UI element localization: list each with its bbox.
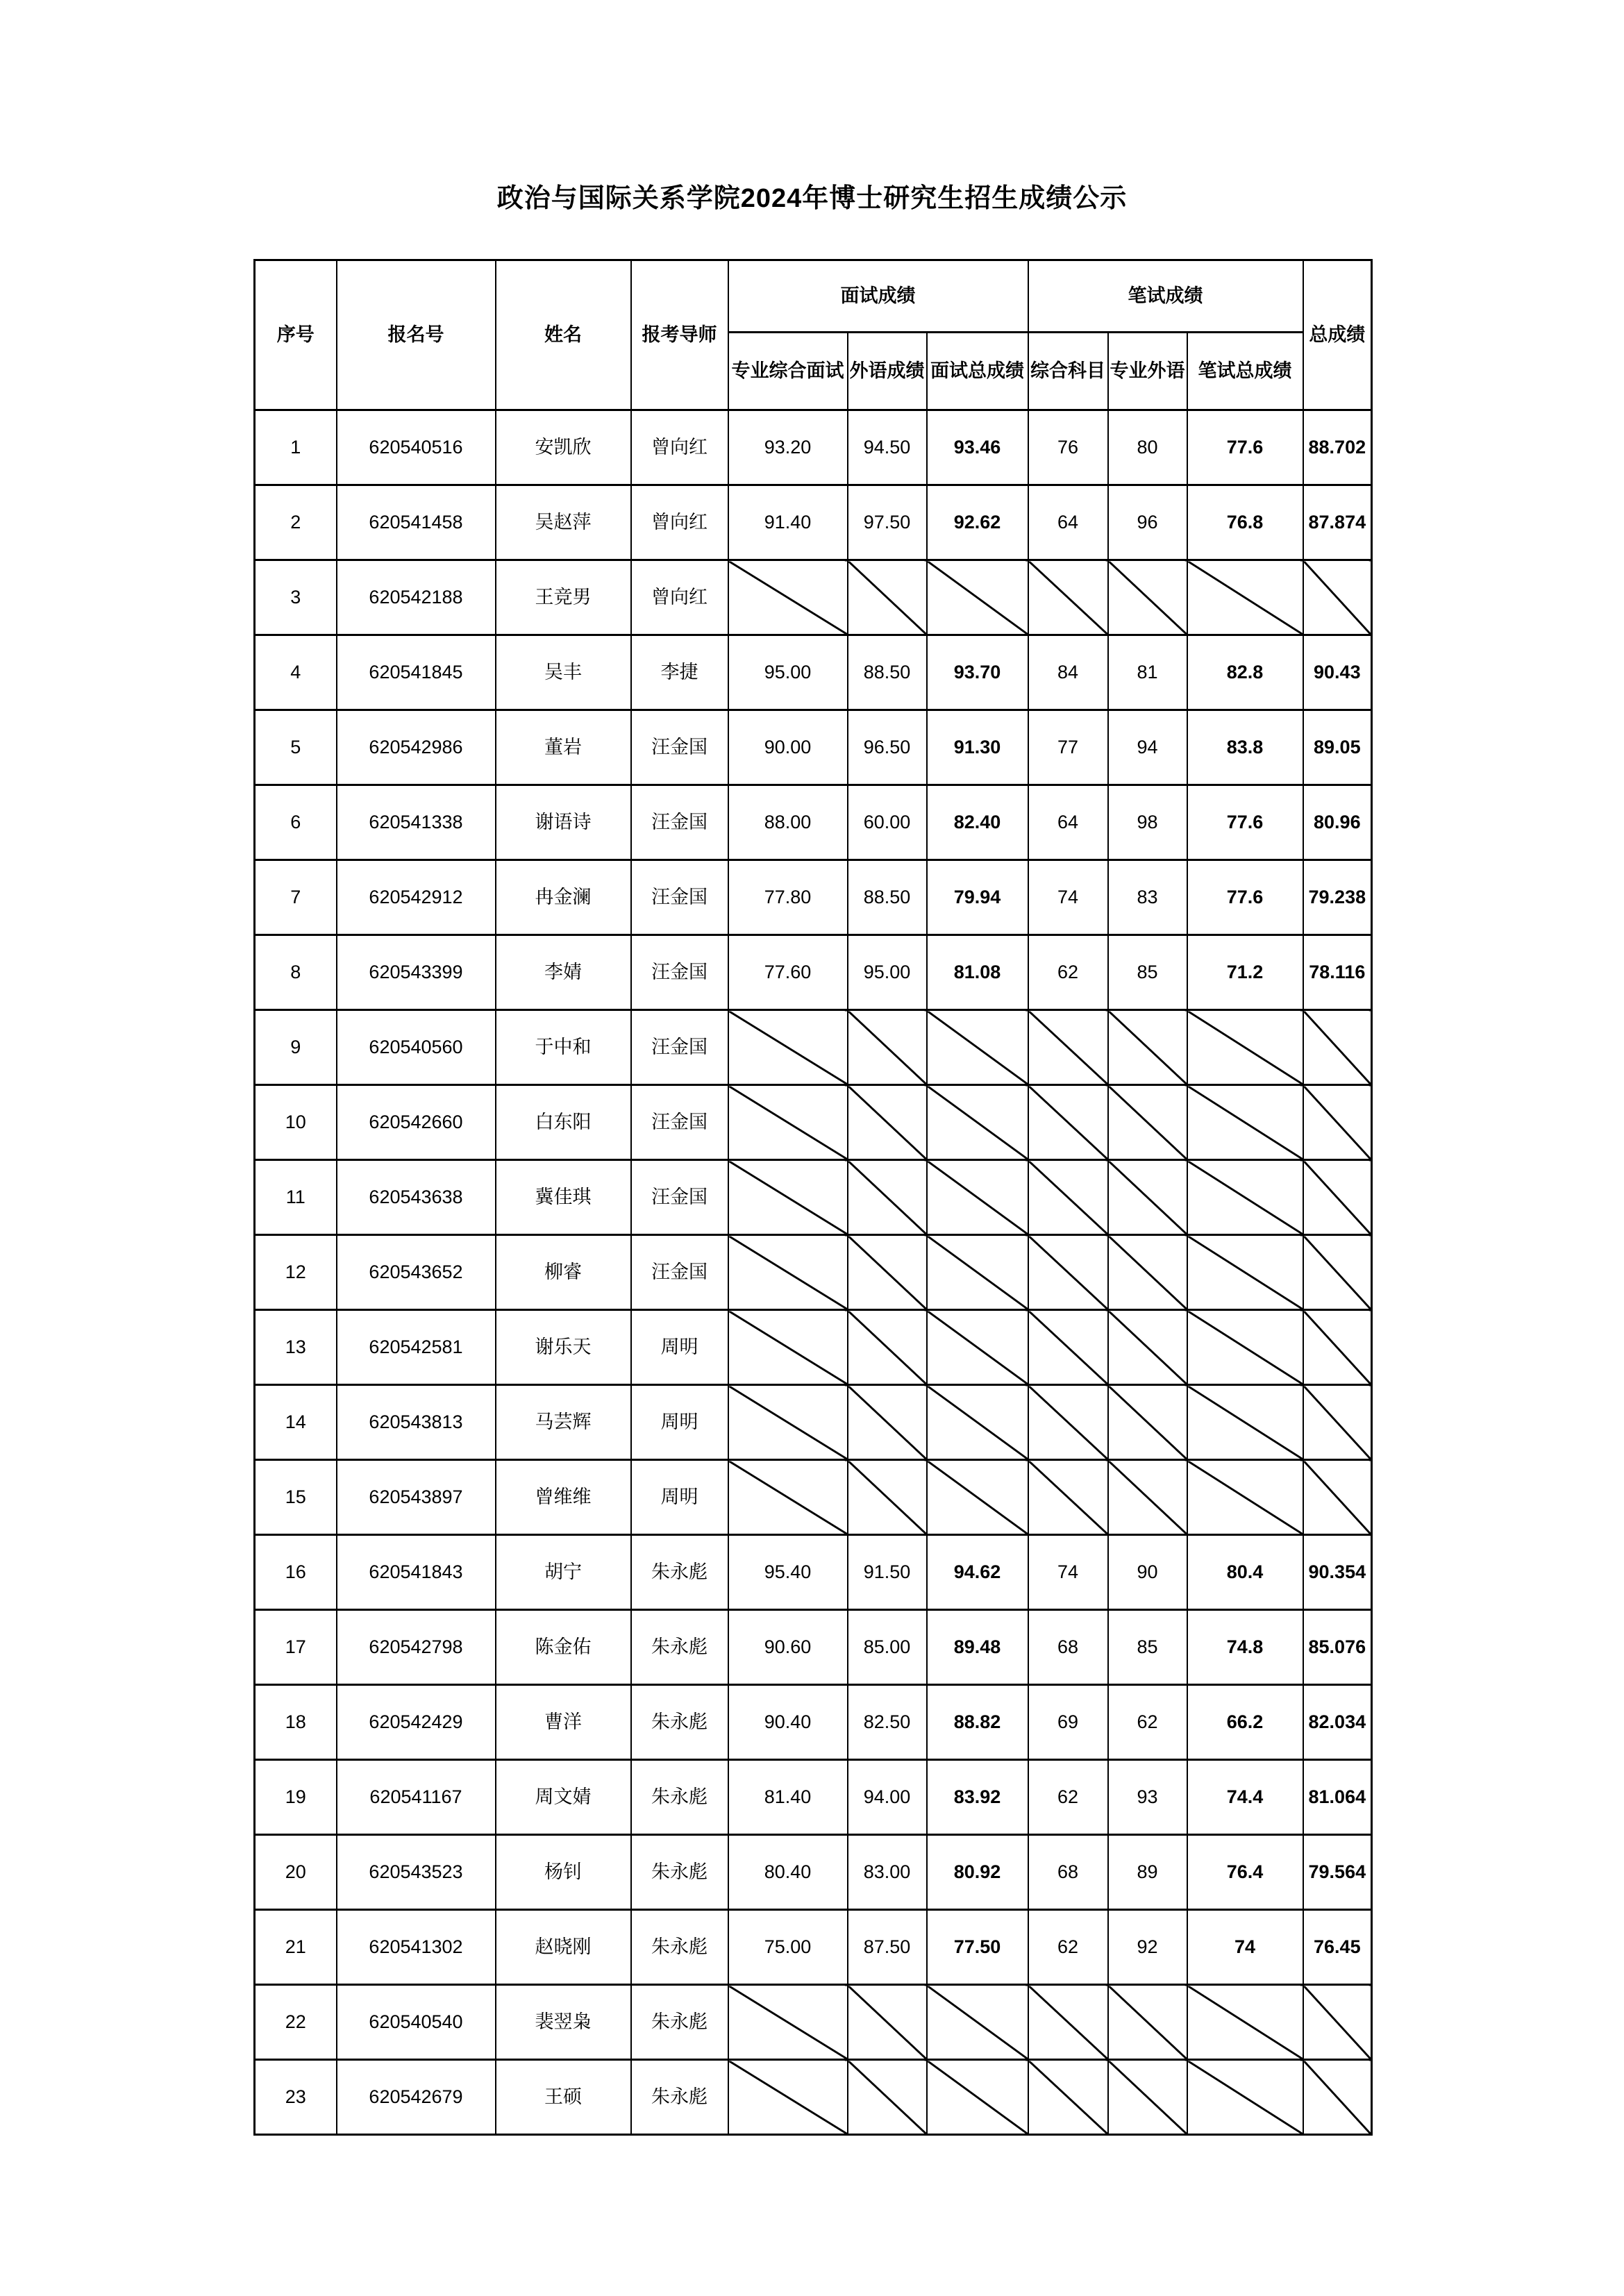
cell-written-total [1187, 1085, 1303, 1160]
header-total: 总成绩 [1303, 260, 1372, 410]
cell-interview-lang: 91.50 [848, 1535, 927, 1610]
cell-interview-prof [728, 1310, 848, 1385]
header-group-row [255, 260, 1372, 333]
cell-reg-no: 620540516 [337, 410, 496, 485]
cell-interview-lang: 88.50 [848, 635, 927, 710]
cell-interview-prof: 88.00 [728, 785, 848, 860]
cell-reg-no: 620541843 [337, 1535, 496, 1610]
cell-interview-lang [848, 1460, 927, 1535]
cell-total: 88.702 [1303, 410, 1372, 485]
cell-written-lang: 94 [1108, 710, 1187, 785]
cell-reg-no: 620541845 [337, 635, 496, 710]
cell-name: 裴翌枭 [496, 1985, 631, 2060]
cell-interview-lang: 97.50 [848, 485, 927, 560]
cell-total [1303, 1085, 1372, 1160]
cell-written-comp [1028, 1235, 1108, 1310]
cell-written-comp: 64 [1028, 485, 1108, 560]
header-name: 姓名 [496, 260, 631, 410]
cell-interview-total: 81.08 [927, 935, 1028, 1010]
cell-written-comp [1028, 1310, 1108, 1385]
cell-reg-no: 620542660 [337, 1085, 496, 1160]
cell-interview-prof: 77.80 [728, 860, 848, 935]
table-row [255, 1310, 1372, 1385]
table-row [255, 1685, 1372, 1760]
cell-name: 杨钊 [496, 1835, 631, 1910]
cell-interview-prof: 93.20 [728, 410, 848, 485]
cell-supervisor: 周明 [631, 1460, 728, 1535]
cell-interview-lang: 60.00 [848, 785, 927, 860]
cell-written-total: 74 [1187, 1910, 1303, 1985]
cell-index: 9 [255, 1010, 337, 1085]
cell-supervisor: 汪金国 [631, 860, 728, 935]
cell-interview-total: 77.50 [927, 1910, 1028, 1985]
cell-supervisor: 曾向红 [631, 560, 728, 635]
cell-written-comp [1028, 2060, 1108, 2135]
cell-reg-no: 620542798 [337, 1610, 496, 1685]
cell-total: 78.116 [1303, 935, 1372, 1010]
cell-written-comp [1028, 1085, 1108, 1160]
cell-written-lang [1108, 2060, 1187, 2135]
cell-written-total [1187, 2060, 1303, 2135]
cell-written-total: 71.2 [1187, 935, 1303, 1010]
cell-interview-total: 88.82 [927, 1685, 1028, 1760]
cell-reg-no: 620543652 [337, 1235, 496, 1310]
cell-interview-prof: 90.60 [728, 1610, 848, 1685]
cell-index: 22 [255, 1985, 337, 2060]
cell-index: 19 [255, 1760, 337, 1835]
cell-supervisor: 朱永彪 [631, 1535, 728, 1610]
cell-name: 马芸辉 [496, 1385, 631, 1460]
cell-interview-total: 91.30 [927, 710, 1028, 785]
cell-written-total: 74.4 [1187, 1760, 1303, 1835]
cell-name: 赵晓刚 [496, 1910, 631, 1985]
cell-reg-no: 620541302 [337, 1910, 496, 1985]
cell-written-lang [1108, 1985, 1187, 2060]
cell-reg-no: 620543638 [337, 1160, 496, 1235]
cell-index: 16 [255, 1535, 337, 1610]
cell-name: 冀佳琪 [496, 1160, 631, 1235]
cell-written-lang [1108, 1010, 1187, 1085]
cell-interview-lang [848, 1085, 927, 1160]
cell-written-total [1187, 1160, 1303, 1235]
table-row [255, 1010, 1372, 1085]
cell-name: 陈金佑 [496, 1610, 631, 1685]
cell-written-total [1187, 1985, 1303, 2060]
header-reg-no: 报名号 [337, 260, 496, 410]
cell-interview-prof [728, 1085, 848, 1160]
table-row [255, 1235, 1372, 1310]
cell-written-lang [1108, 1460, 1187, 1535]
cell-supervisor: 朱永彪 [631, 1760, 728, 1835]
cell-written-comp: 62 [1028, 1910, 1108, 1985]
table-row [255, 1760, 1372, 1835]
cell-supervisor: 李捷 [631, 635, 728, 710]
cell-interview-total: 93.46 [927, 410, 1028, 485]
cell-supervisor: 朱永彪 [631, 1985, 728, 2060]
cell-interview-total [927, 1985, 1028, 2060]
cell-written-lang [1108, 1310, 1187, 1385]
cell-interview-prof: 90.00 [728, 710, 848, 785]
cell-name: 吴赵萍 [496, 485, 631, 560]
cell-written-lang: 92 [1108, 1910, 1187, 1985]
cell-written-comp: 68 [1028, 1610, 1108, 1685]
cell-interview-lang [848, 1985, 927, 2060]
cell-interview-total: 82.40 [927, 785, 1028, 860]
cell-supervisor: 曾向红 [631, 485, 728, 560]
cell-written-total: 76.4 [1187, 1835, 1303, 1910]
cell-interview-prof: 90.40 [728, 1685, 848, 1760]
cell-written-comp [1028, 1985, 1108, 2060]
header-written-comp: 综合科目 [1028, 333, 1108, 410]
cell-interview-total: 80.92 [927, 1835, 1028, 1910]
cell-supervisor: 朱永彪 [631, 1910, 728, 1985]
cell-total: 85.076 [1303, 1610, 1372, 1685]
cell-interview-lang: 85.00 [848, 1610, 927, 1685]
header-interview-total: 面试总成绩 [927, 333, 1028, 410]
cell-index: 4 [255, 635, 337, 710]
cell-reg-no: 620542986 [337, 710, 496, 785]
header-interview-prof: 专业综合面试 [728, 333, 848, 410]
cell-interview-prof: 81.40 [728, 1760, 848, 1835]
cell-interview-total: 94.62 [927, 1535, 1028, 1610]
cell-total: 79.238 [1303, 860, 1372, 935]
cell-interview-lang [848, 560, 927, 635]
table-row [255, 1385, 1372, 1460]
header-interview-group: 面试成绩 [728, 260, 1028, 333]
cell-supervisor: 朱永彪 [631, 1610, 728, 1685]
cell-interview-prof [728, 1460, 848, 1535]
cell-interview-total [927, 560, 1028, 635]
cell-name: 李婧 [496, 935, 631, 1010]
cell-interview-lang [848, 2060, 927, 2135]
cell-reg-no: 620540560 [337, 1010, 496, 1085]
cell-written-comp: 77 [1028, 710, 1108, 785]
cell-name: 吴丰 [496, 635, 631, 710]
cell-interview-lang [848, 1310, 927, 1385]
cell-total: 81.064 [1303, 1760, 1372, 1835]
table-row [255, 935, 1372, 1010]
cell-written-total: 83.8 [1187, 710, 1303, 785]
table-row [255, 485, 1372, 560]
cell-name: 曹洋 [496, 1685, 631, 1760]
cell-interview-lang [848, 1235, 927, 1310]
cell-interview-prof [728, 1160, 848, 1235]
cell-total: 89.05 [1303, 710, 1372, 785]
cell-written-lang: 89 [1108, 1835, 1187, 1910]
cell-interview-prof: 80.40 [728, 1835, 848, 1910]
cell-index: 8 [255, 935, 337, 1010]
cell-index: 7 [255, 860, 337, 935]
cell-name: 谢语诗 [496, 785, 631, 860]
table-row [255, 1535, 1372, 1610]
page-title: 政治与国际关系学院2024年博士研究生招生成绩公示 [496, 184, 1128, 213]
cell-interview-prof [728, 1385, 848, 1460]
cell-interview-total [927, 1385, 1028, 1460]
table-row [255, 635, 1372, 710]
cell-reg-no: 620543399 [337, 935, 496, 1010]
table-row [255, 1160, 1372, 1235]
header-interview-lang: 外语成绩 [848, 333, 927, 410]
cell-interview-total [927, 1235, 1028, 1310]
cell-written-lang: 85 [1108, 935, 1187, 1010]
cell-written-total [1187, 1310, 1303, 1385]
table-header [255, 260, 1372, 410]
cell-interview-prof [728, 560, 848, 635]
cell-index: 18 [255, 1685, 337, 1760]
table-row [255, 1910, 1372, 1985]
cell-total: 87.874 [1303, 485, 1372, 560]
cell-total [1303, 1310, 1372, 1385]
table-row [255, 710, 1372, 785]
cell-interview-total [927, 1010, 1028, 1085]
cell-written-lang: 93 [1108, 1760, 1187, 1835]
cell-index: 2 [255, 485, 337, 560]
cell-reg-no: 620541167 [337, 1760, 496, 1835]
cell-interview-lang: 96.50 [848, 710, 927, 785]
cell-written-lang [1108, 560, 1187, 635]
cell-total: 82.034 [1303, 1685, 1372, 1760]
cell-written-comp: 68 [1028, 1835, 1108, 1910]
cell-supervisor: 周明 [631, 1310, 728, 1385]
table-row [255, 785, 1372, 860]
cell-total: 90.354 [1303, 1535, 1372, 1610]
cell-written-lang: 81 [1108, 635, 1187, 710]
cell-interview-total [927, 1085, 1028, 1160]
cell-interview-prof: 75.00 [728, 1910, 848, 1985]
cell-index: 17 [255, 1610, 337, 1685]
cell-name: 周文婧 [496, 1760, 631, 1835]
cell-reg-no: 620542581 [337, 1310, 496, 1385]
cell-total: 76.45 [1303, 1910, 1372, 1985]
cell-written-lang: 98 [1108, 785, 1187, 860]
cell-interview-lang: 95.00 [848, 935, 927, 1010]
cell-written-total [1187, 560, 1303, 635]
cell-total [1303, 2060, 1372, 2135]
cell-name: 白东阳 [496, 1085, 631, 1160]
cell-written-comp [1028, 1460, 1108, 1535]
cell-written-lang: 83 [1108, 860, 1187, 935]
cell-index: 13 [255, 1310, 337, 1385]
table-row [255, 2060, 1372, 2135]
table-row [255, 1460, 1372, 1535]
cell-written-lang [1108, 1160, 1187, 1235]
cell-written-lang [1108, 1235, 1187, 1310]
cell-total: 90.43 [1303, 635, 1372, 710]
cell-reg-no: 620543523 [337, 1835, 496, 1910]
cell-interview-lang: 82.50 [848, 1685, 927, 1760]
cell-written-comp: 62 [1028, 935, 1108, 1010]
header-written-lang: 专业外语 [1108, 333, 1187, 410]
cell-interview-prof [728, 1010, 848, 1085]
cell-written-comp: 74 [1028, 860, 1108, 935]
cell-interview-prof: 95.00 [728, 635, 848, 710]
cell-reg-no: 620542429 [337, 1685, 496, 1760]
table-row [255, 560, 1372, 635]
cell-index: 21 [255, 1910, 337, 1985]
cell-index: 12 [255, 1235, 337, 1310]
cell-name: 曾维维 [496, 1460, 631, 1535]
cell-supervisor: 朱永彪 [631, 1685, 728, 1760]
cell-total [1303, 1235, 1372, 1310]
cell-written-comp [1028, 1010, 1108, 1085]
cell-written-comp: 69 [1028, 1685, 1108, 1760]
table-row [255, 860, 1372, 935]
cell-written-comp [1028, 1160, 1108, 1235]
cell-supervisor: 汪金国 [631, 785, 728, 860]
cell-reg-no: 620541458 [337, 485, 496, 560]
cell-supervisor: 朱永彪 [631, 1835, 728, 1910]
cell-interview-prof: 77.60 [728, 935, 848, 1010]
table-row [255, 1085, 1372, 1160]
cell-index: 20 [255, 1835, 337, 1910]
cell-supervisor: 汪金国 [631, 935, 728, 1010]
cell-interview-total: 89.48 [927, 1610, 1028, 1685]
table-row [255, 1985, 1372, 2060]
cell-written-comp: 76 [1028, 410, 1108, 485]
cell-interview-lang: 88.50 [848, 860, 927, 935]
scores-table [253, 259, 1373, 2136]
cell-supervisor: 汪金国 [631, 1085, 728, 1160]
cell-interview-lang: 94.00 [848, 1760, 927, 1835]
cell-index: 5 [255, 710, 337, 785]
cell-written-lang: 96 [1108, 485, 1187, 560]
cell-written-comp: 74 [1028, 1535, 1108, 1610]
cell-supervisor: 汪金国 [631, 1160, 728, 1235]
cell-total [1303, 1160, 1372, 1235]
cell-interview-lang: 83.00 [848, 1835, 927, 1910]
cell-reg-no: 620541338 [337, 785, 496, 860]
cell-total [1303, 1985, 1372, 2060]
cell-written-total [1187, 1010, 1303, 1085]
cell-supervisor: 汪金国 [631, 1235, 728, 1310]
cell-written-lang: 80 [1108, 410, 1187, 485]
cell-name: 安凯欣 [496, 410, 631, 485]
cell-written-comp [1028, 560, 1108, 635]
cell-written-total: 76.8 [1187, 485, 1303, 560]
cell-supervisor: 曾向红 [631, 410, 728, 485]
cell-name: 于中和 [496, 1010, 631, 1085]
cell-interview-prof [728, 1235, 848, 1310]
cell-total [1303, 1385, 1372, 1460]
cell-interview-total: 83.92 [927, 1760, 1028, 1835]
scores-table-body [255, 410, 1372, 2135]
cell-interview-prof: 95.40 [728, 1535, 848, 1610]
cell-reg-no: 620542679 [337, 2060, 496, 2135]
header-index: 序号 [255, 260, 337, 410]
cell-written-total: 82.8 [1187, 635, 1303, 710]
cell-name: 王竞男 [496, 560, 631, 635]
cell-interview-lang [848, 1160, 927, 1235]
cell-interview-total: 93.70 [927, 635, 1028, 710]
table-row [255, 1835, 1372, 1910]
cell-name: 胡宁 [496, 1535, 631, 1610]
cell-interview-total [927, 1160, 1028, 1235]
cell-interview-prof: 91.40 [728, 485, 848, 560]
table-row [255, 410, 1372, 485]
cell-index: 1 [255, 410, 337, 485]
cell-interview-lang: 87.50 [848, 1910, 927, 1985]
cell-written-total: 77.6 [1187, 785, 1303, 860]
cell-interview-prof [728, 2060, 848, 2135]
cell-written-total: 77.6 [1187, 410, 1303, 485]
cell-index: 6 [255, 785, 337, 860]
cell-interview-total [927, 2060, 1028, 2135]
cell-reg-no: 620543897 [337, 1460, 496, 1535]
cell-written-comp: 84 [1028, 635, 1108, 710]
cell-written-total [1187, 1385, 1303, 1460]
cell-interview-lang: 94.50 [848, 410, 927, 485]
cell-name: 董岩 [496, 710, 631, 785]
cell-written-total: 66.2 [1187, 1685, 1303, 1760]
cell-interview-total: 92.62 [927, 485, 1028, 560]
cell-written-total: 77.6 [1187, 860, 1303, 935]
header-supervisor: 报考导师 [631, 260, 728, 410]
cell-interview-lang [848, 1010, 927, 1085]
cell-written-lang [1108, 1385, 1187, 1460]
header-written-group: 笔试成绩 [1028, 260, 1303, 333]
cell-total: 79.564 [1303, 1835, 1372, 1910]
cell-written-lang: 90 [1108, 1535, 1187, 1610]
cell-written-lang: 85 [1108, 1610, 1187, 1685]
cell-reg-no: 620542912 [337, 860, 496, 935]
cell-index: 3 [255, 560, 337, 635]
cell-name: 王硕 [496, 2060, 631, 2135]
cell-index: 15 [255, 1460, 337, 1535]
cell-index: 11 [255, 1160, 337, 1235]
cell-reg-no: 620542188 [337, 560, 496, 635]
cell-written-total: 80.4 [1187, 1535, 1303, 1610]
cell-written-total [1187, 1235, 1303, 1310]
cell-supervisor: 汪金国 [631, 710, 728, 785]
cell-supervisor: 周明 [631, 1385, 728, 1460]
cell-reg-no: 620540540 [337, 1985, 496, 2060]
cell-written-comp [1028, 1385, 1108, 1460]
cell-written-comp: 64 [1028, 785, 1108, 860]
cell-total: 80.96 [1303, 785, 1372, 860]
cell-total [1303, 1460, 1372, 1535]
cell-interview-total [927, 1460, 1028, 1535]
table-row [255, 1610, 1372, 1685]
cell-name: 冉金澜 [496, 860, 631, 935]
cell-name: 柳睿 [496, 1235, 631, 1310]
cell-written-total [1187, 1460, 1303, 1535]
cell-index: 14 [255, 1385, 337, 1460]
cell-interview-lang [848, 1385, 927, 1460]
cell-interview-total [927, 1310, 1028, 1385]
cell-index: 10 [255, 1085, 337, 1160]
cell-written-comp: 62 [1028, 1760, 1108, 1835]
header-written-total: 笔试总成绩 [1187, 333, 1303, 410]
cell-total [1303, 560, 1372, 635]
cell-supervisor: 朱永彪 [631, 2060, 728, 2135]
cell-total [1303, 1010, 1372, 1085]
cell-written-lang [1108, 1085, 1187, 1160]
cell-written-lang: 62 [1108, 1685, 1187, 1760]
cell-name: 谢乐天 [496, 1310, 631, 1385]
cell-index: 23 [255, 2060, 337, 2135]
cell-interview-prof [728, 1985, 848, 2060]
cell-reg-no: 620543813 [337, 1385, 496, 1460]
cell-interview-total: 79.94 [927, 860, 1028, 935]
cell-supervisor: 汪金国 [631, 1010, 728, 1085]
cell-written-total: 74.8 [1187, 1610, 1303, 1685]
